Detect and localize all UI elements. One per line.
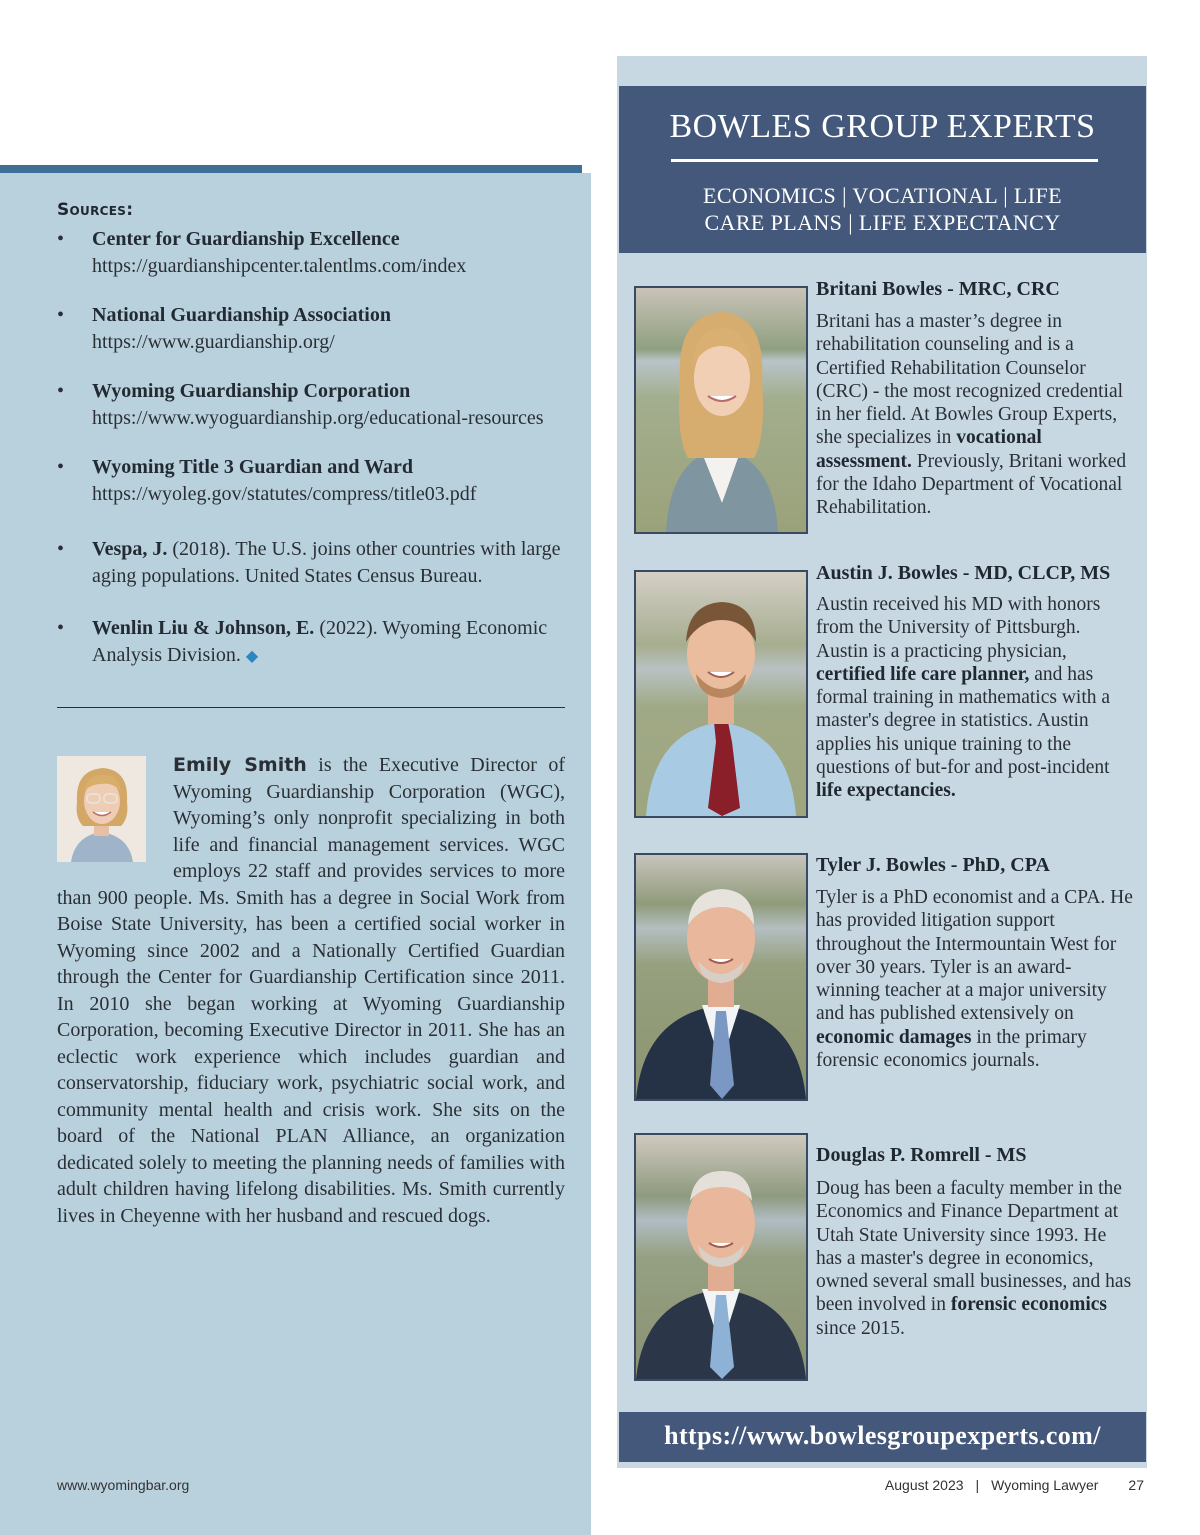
source-item: • Wyoming Guardianship Corporation https://www.wyoguardianship.org/educational-resources <box>57 380 544 429</box>
source-item: • Vespa, J. (2018). The U.S. joins other countries with large aging populations. United States Census Bureau. <box>57 538 561 587</box>
footer-date: August 2023 <box>884 1477 964 1493</box>
expert-photo-britani <box>634 286 808 534</box>
footer-website[interactable]: www.wyomingbar.org <box>57 1477 190 1493</box>
expert-name-tyler: Tyler J. Bowles - PhD, CPA <box>816 854 1050 876</box>
author-photo <box>57 756 146 862</box>
footer-publication: Wyoming Lawyer <box>991 1477 1099 1493</box>
left-column-accent-bar <box>0 165 582 173</box>
source-item: • Wenlin Liu & Johnson, E. (2022). Wyoming Economic Analysis Division. ◆ <box>57 617 548 666</box>
expert-name-britani: Britani Bowles - MRC, CRC <box>816 278 1060 300</box>
expert-photo-douglas <box>634 1133 808 1381</box>
expert-bio-tyler: Tyler is a PhD economist and a CPA. He has provided litigation support throughout the Intermountain West for over 30 years. Tyler is an award-winning teacher at a major university and has published extensively on economic damages in the primary forensic economics journals. <box>816 887 1133 1072</box>
end-mark-diamond-icon: ◆ <box>245 647 259 665</box>
section-divider <box>57 707 565 708</box>
footer-separator: | <box>975 1477 980 1493</box>
ad-header <box>619 86 1146 253</box>
source-citation: (2022). Wyoming Economic Analysis Division. <box>92 617 548 666</box>
expert-bio-britani: Britani has a master’s degree in rehabilitation counseling and is a Certified Rehabilitation Counselor (CRC) - the most recognized credential in her field. At Bowles Group Experts, she specializes in vocational assessment. Previously, Britani worked for the Idaho Department of Vocational Rehabilitation. <box>816 311 1127 519</box>
ad-subtitle: ECONOMICS | VOCATIONAL | LIFE CARE PLANS | LIFE EXPECTANCY <box>703 183 1062 235</box>
source-url[interactable]: https://guardianshipcenter.talentlms.com/index <box>92 254 467 277</box>
expert-photo-austin <box>634 570 808 818</box>
source-url[interactable]: https://wyoleg.gov/statutes/compress/title03.pdf <box>92 482 477 505</box>
source-item: • Center for Guardianship Excellence https://guardianshipcenter.talentlms.com/index <box>57 228 467 277</box>
author-bio-text: is the Executive Director of Wyoming Guardianship Corporation (WGC), Wyoming’s only nonprofit specializing in both life and financial management services. WGC employs 22 staff and provides services to more than 900 people. Ms. Smith has a degree in Social Work from Boise State University, has been a certified social worker in Wyoming since 2002 and a Nationally Certified Guardian through the Center for Guardianship Certification since 2011. In 2010 she began working at Wyoming Guardianship Corporation, becoming Executive Director in 2011. She has an eclectic work experience which includes guardian and conservatorship, fiduciary work, psychiatric social work, and community mental health and crisis work. She sits on the board of the National PLAN Alliance, an organization dedicated solely to meeting the planning needs of families with adult children having lifelong disabilities. Ms. Smith currently lives in Cheyenne with her husband and rescued dogs. <box>57 754 566 1227</box>
source-url[interactable]: https://www.wyoguardianship.org/educational-resources <box>92 406 544 429</box>
source-item: • Wyoming Title 3 Guardian and Ward https://wyoleg.gov/statutes/compress/title03.pdf <box>57 456 477 505</box>
expert-bio-austin: Austin received his MD with honors from the University of Pittsburgh. Austin is a practicing physician, certified life care planner, and has formal training in mathematics with a master's degree in statistics. Austin applies his unique training to the questions of but-for and post-incident life expectancies. <box>816 594 1111 802</box>
expert-name-austin: Austin J. Bowles - MD, CLCP, MS <box>816 562 1111 584</box>
footer-issue-info <box>885 1477 1144 1493</box>
source-citation: (2018). The U.S. joins other countries with large aging populations. United States Census Bureau. <box>92 538 561 587</box>
ad-title-underline <box>671 159 1098 162</box>
expert-bio-douglas: Doug has been a faculty member in the Economics and Finance Department at Utah State University since 1993. He has a master's degree in economics, owned several small businesses, and has been involved in forensic economics since 2015. <box>816 1178 1132 1339</box>
source-item: • National Guardianship Association https://www.guardianship.org/ <box>57 304 391 353</box>
page-number: 27 <box>1128 1477 1144 1493</box>
ad-title: BOWLES GROUP EXPERTS <box>669 108 1096 145</box>
expert-name-douglas: Douglas P. Romrell - MS <box>816 1144 1027 1166</box>
expert-photo-tyler <box>634 853 808 1101</box>
source-url[interactable]: https://www.guardianship.org/ <box>92 330 335 353</box>
sources-list <box>57 226 567 670</box>
author-name: Emily Smith <box>173 754 307 776</box>
ad-website-link[interactable]: https://www.bowlesgroupexperts.com/ <box>619 1412 1146 1462</box>
sources-heading: Sources: <box>57 200 134 220</box>
